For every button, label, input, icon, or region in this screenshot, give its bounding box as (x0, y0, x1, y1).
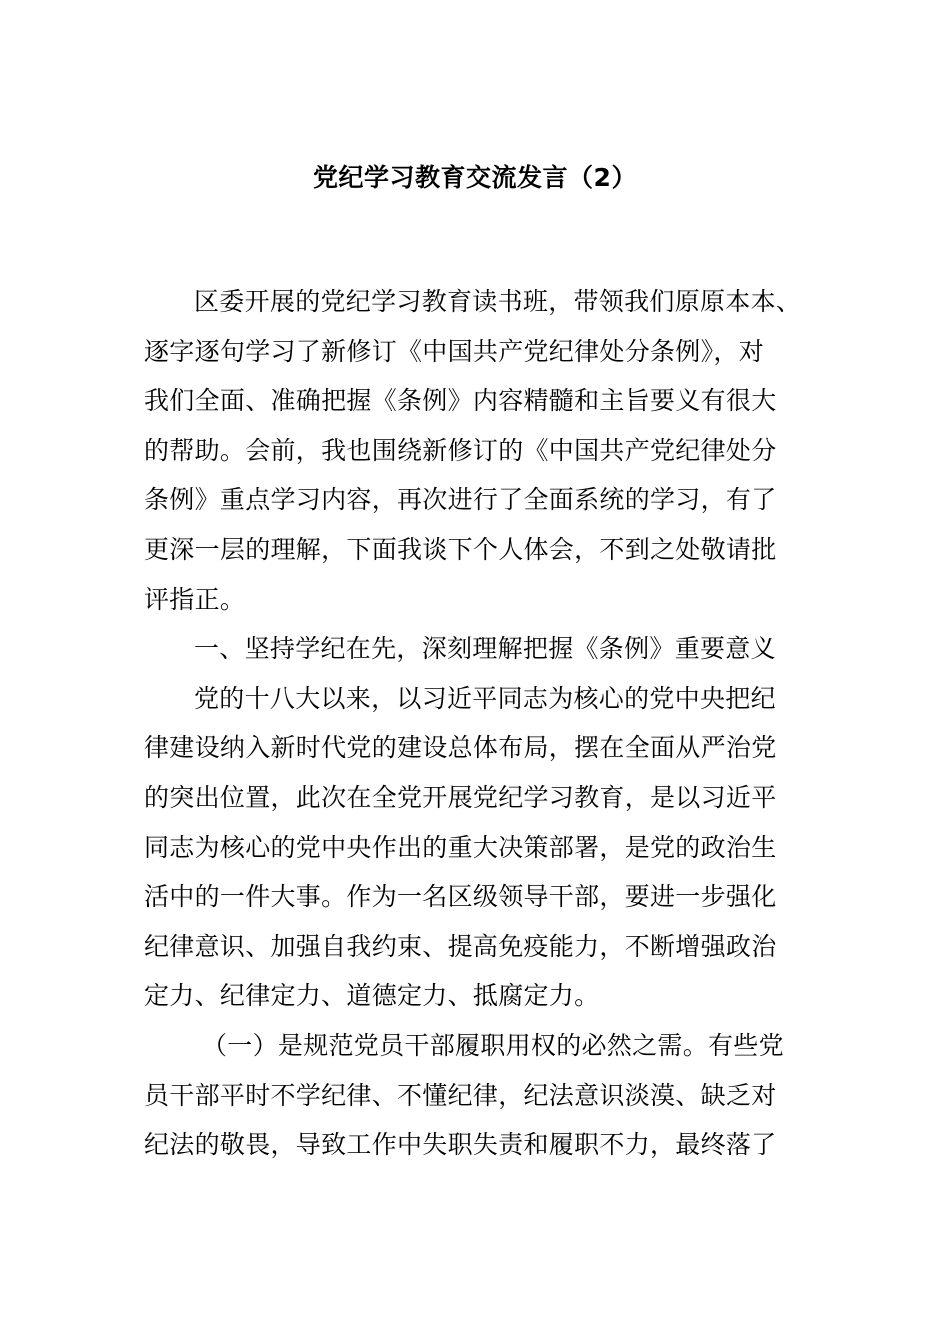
paragraph-line: 的突出位置，此次在全党开展党纪学习教育，是以习近平 (144, 782, 777, 812)
paragraph-line: 纪律意识、加强自我约束、提高免疫能力，不断增强政治 (144, 931, 777, 961)
paragraph-line: 同志为核心的党中央作出的重大决策部署，是党的政治生 (144, 832, 777, 862)
paragraph-line: 的帮助。会前，我也围绕新修订的《中国共产党纪律处分 (144, 435, 777, 465)
paragraph-line: 律建设纳入新时代党的建设总体布局，摆在全面从严治党 (144, 733, 777, 763)
paragraph-line: 纪法的敬畏，导致工作中失职失责和履职不力，最终落了 (144, 1130, 777, 1160)
section-heading: 一、坚持学纪在先，深刻理解把握《条例》重要意义 (194, 634, 776, 664)
document-title: 党纪学习教育交流发言（2） (313, 163, 637, 192)
paragraph-line: 员干部平时不学纪律、不懂纪律，纪法意识淡漠、缺乏对 (144, 1080, 777, 1110)
paragraph-line: 我们全面、准确把握《条例》内容精髓和主旨要义有很大 (144, 386, 777, 416)
paragraph-line: 活中的一件大事。作为一名区级领导干部，要进一步强化 (144, 882, 777, 912)
paragraph-line: 区委开展的党纪学习教育读书班，带领我们原原本本、 (194, 287, 802, 316)
document-body (144, 277, 824, 1170)
paragraph-line: 定力、纪律定力、道德定力、抵腐定力。 (144, 981, 600, 1011)
subsection-line: （一）是规范党员干部履职用权的必然之需。有些党 (202, 1030, 784, 1060)
paragraph-line: 条例》重点学习内容，再次进行了全面系统的学习，有了 (144, 485, 777, 515)
paragraph-line: 党的十八大以来，以习近平同志为核心的党中央把纪 (194, 683, 776, 713)
paragraph-line: 逐字逐句学习了新修订《中国共产党纪律处分条例》，对 (144, 336, 765, 366)
paragraph-line: 更深一层的理解，下面我谈下个人体会，不到之处敬请批 (144, 534, 777, 564)
paragraph-line: 评指正。 (144, 584, 246, 614)
